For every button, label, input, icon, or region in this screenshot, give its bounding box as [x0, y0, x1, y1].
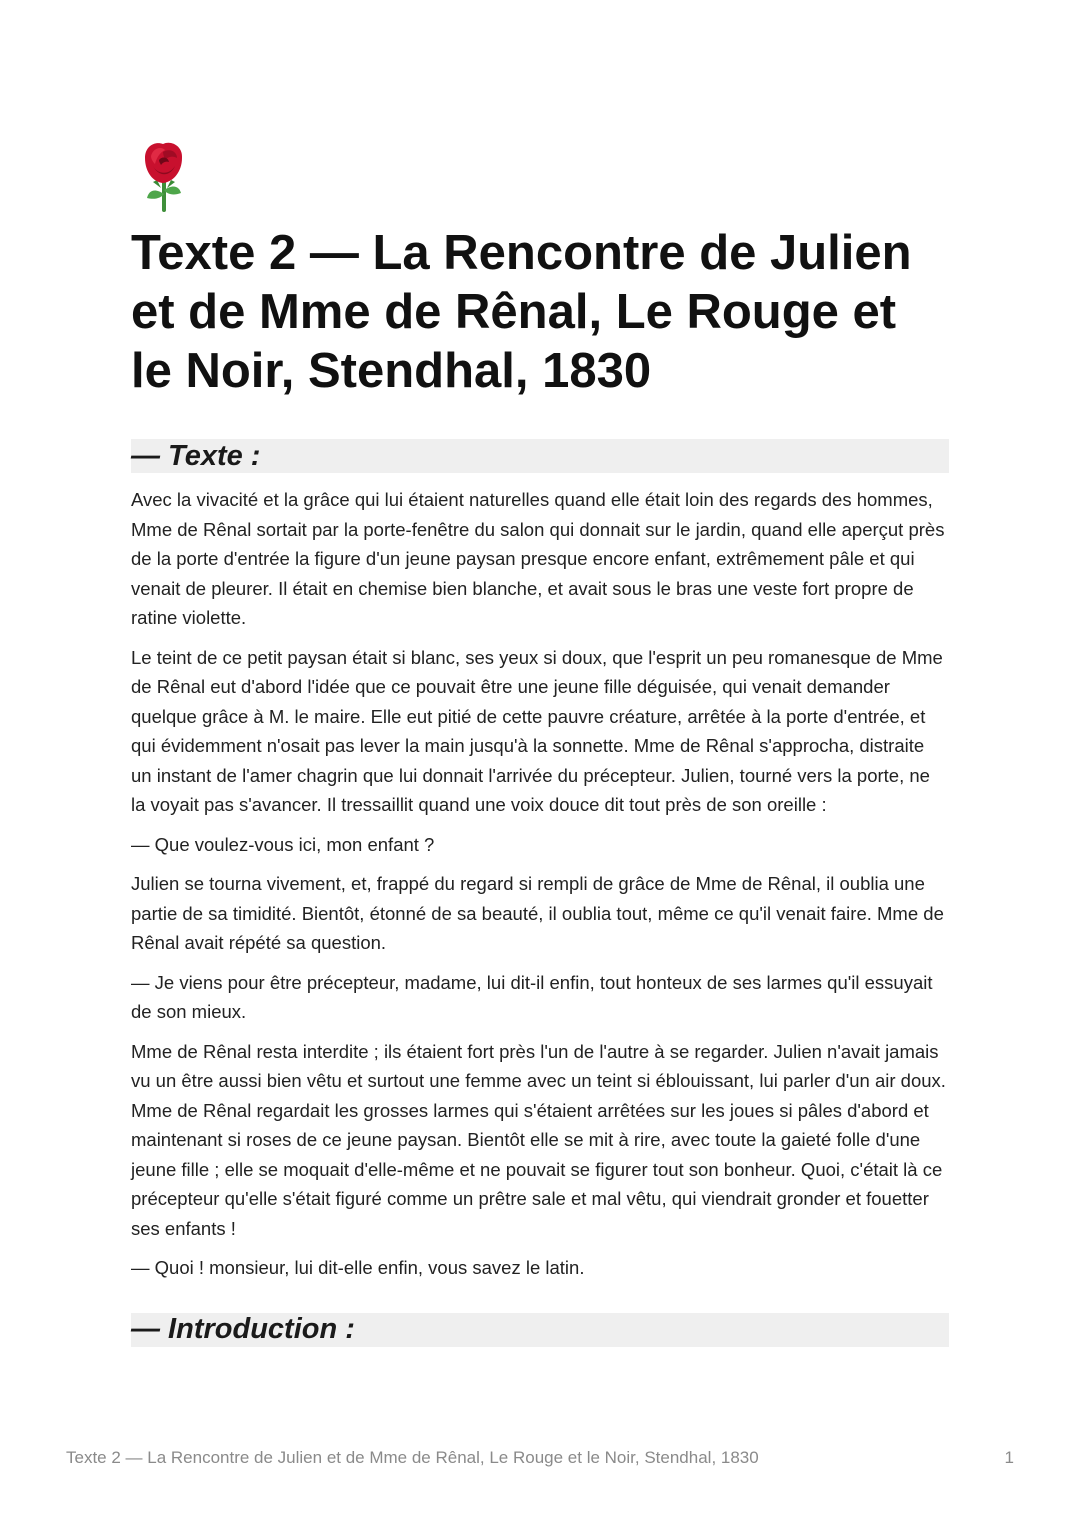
footer-running-title: Texte 2 — La Rencontre de Julien et de Mme de Rênal, Le Rouge et le Noir, Stendhal, 1830	[66, 1448, 759, 1467]
rose-icon	[131, 138, 195, 212]
paragraph: Le teint de ce petit paysan était si blanc, ses yeux si doux, que l'esprit un peu romanesque de Mme de Rênal eut d'abord l'idée que ce pouvait être une jeune fille déguisée, qui venait demander quelque grâce à M. le maire. Elle eut pitié de cette pauvre créature, arrêtée à la porte d'entrée, et qui évidemment n'osait pas lever la main jusqu'à la sonnette. Mme de Rênal s'approcha, distraite un instant de l'amer chagrin que lui donnait l'arrivée du précepteur. Julien, tourné vers la porte, ne la voyait pas s'avancer. Il tressaillit quand une voix douce dit tout près de son oreille :	[131, 646, 943, 815]
document-title: Texte 2 — La Rencontre de Julien et de Mme de Rênal, Le Rouge et le Noir, Stendhal, 1830	[131, 226, 912, 398]
paragraph: — Quoi ! monsieur, lui dit-elle enfin, vous savez le latin.	[131, 1257, 585, 1278]
page-footer	[66, 1448, 1014, 1472]
page-number: 1	[1004, 1448, 1014, 1467]
section-heading-introduction: — Introduction :	[131, 1313, 949, 1347]
document-page	[131, 138, 949, 1347]
section-heading-texte: — Texte :	[131, 439, 949, 473]
paragraph: — Je viens pour être précepteur, madame, lui dit-il enfin, tout honteux de ses larmes qu'il essuyait de son mieux.	[131, 971, 933, 1022]
text-body	[131, 485, 949, 1283]
paragraph: — Que voulez-vous ici, mon enfant ?	[131, 833, 435, 855]
paragraph: Mme de Rênal resta interdite ; ils étaient fort près l'un de l'autre à se regarder. Julien n'avait jamais vu un être aussi bien vêtu et surtout une femme avec un teint si éblouissant, lui parler d'un air doux. Mme de Rênal regardait les grosses larmes qui s'étaient arrêtées sur les joues si pâles d'abord et maintenant si roses de ce jeune paysan. Bientôt elle se mit à rire, avec toute la gaieté folle d'une jeune fille ; elle se moquait d'elle-même et ne pouvait se figurer tout son bonheur. Quoi, c'était là ce précepteur qu'elle s'était figuré comme un prêtre sale et mal vêtu, qui viendrait gronder et fouetter ses enfants !	[131, 1040, 946, 1239]
paragraph: Julien se tourna vivement, et, frappé du regard si rempli de grâce de Mme de Rênal, il oublia une partie de sa timidité. Bientôt, étonné de sa beauté, il oublia tout, même ce qu'il venait faire. Mme de Rênal avait répété sa question.	[131, 873, 944, 953]
paragraph: Avec la vivacité et la grâce qui lui étaient naturelles quand elle était loin des regards des hommes, Mme de Rênal sortait par la porte-fenêtre du salon qui donnait sur le jardin, quand elle aperçut près de la porte d'entrée la figure d'un jeune paysan presque encore enfant, extrêmement pâle et qui venait de pleurer. Il était en chemise bien blanche, et avait sous le bras une veste fort propre de ratine violette.	[131, 489, 945, 628]
